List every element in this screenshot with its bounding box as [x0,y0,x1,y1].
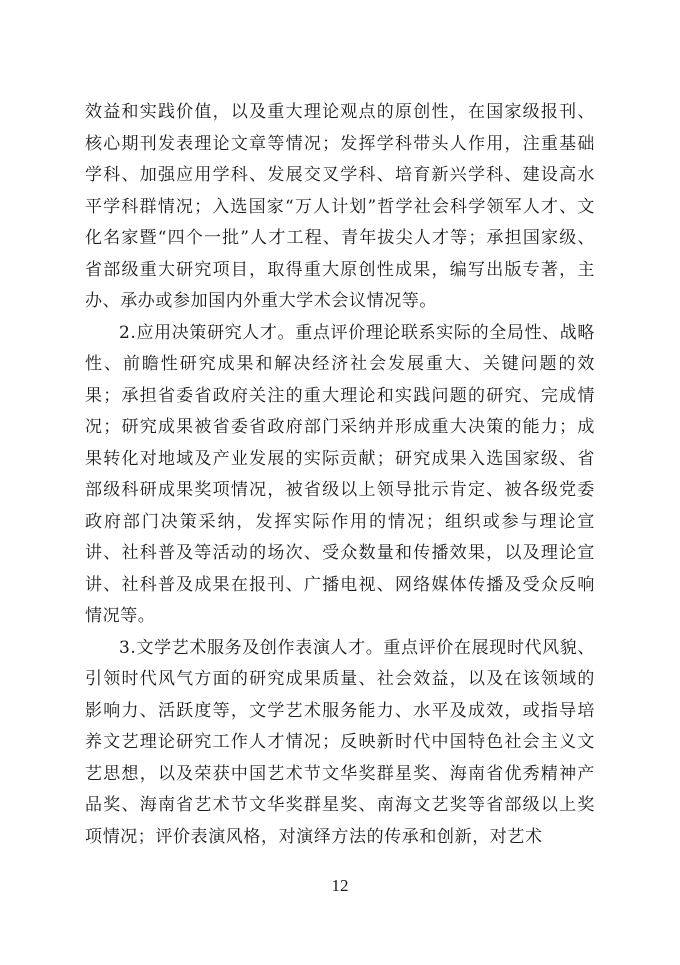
page-number: 12 [331,876,349,895]
paragraph-literature-arts-talent: 3.文学艺术服务及创作表演人才。重点评价在展现时代风貌、引领时代风气方面的研究成果质量、社会效益，以及在该领域的影响力、活跃度等，文学艺术服务能力、水平及成效，或指导培养文艺理论研究工作人才情况；反映新时代中国特色社会主义文艺思想，以及荣获中国艺术节文华奖群星奖、海南省优秀精神产品奖、海南省艺术节文华奖群星奖、南海文艺奖等省部级以上奖项情况；评价表演风格，对演绎方法的传承和创新，对艺术 [85,637,595,847]
paragraph-continuation: 效益和实践价值，以及重大理论观点的原创性，在国家级报刊、核心期刊发表理论文章等情况；发挥学科带头人作用，注重基础学科、加强应用学科、发展交叉学科、培育新兴学科、建设高水平学科群情况；入选国家“万人计划”哲学社会科学领军人才、文化名家暨“四个一批”人才工程、青年拔尖人才等；承担国家级、省部级重大研究项目，取得重大原创性成果，编写出版专著，主办、承办或参加国内外重大学术会议情况等。 [85,102,595,311]
page-body [85,97,595,853]
paragraph-applied-research-talent: 2.应用决策研究人才。重点评价理论联系实际的全局性、战略性、前瞻性研究成果和解决经济社会发展重大、关键问题的效果；承担省委省政府关注的重大理论和实践问题的研究、完成情况；研究成果被省委省政府部门采纳并形成重大决策的能力；成果转化对地域及产业发展的实际贡献；研究成果入选国家级、省部级科研成果奖项情况，被省级以上领导批示肯定、被各级党委政府部门决策采纳，发挥实际作用的情况；组织或参与理论宣讲、社科普及等活动的场次、受众数量和传播效果，以及理论宣讲、社科普及成果在报刊、广播电视、网络媒体传播及受众反响情况等。 [85,322,595,626]
